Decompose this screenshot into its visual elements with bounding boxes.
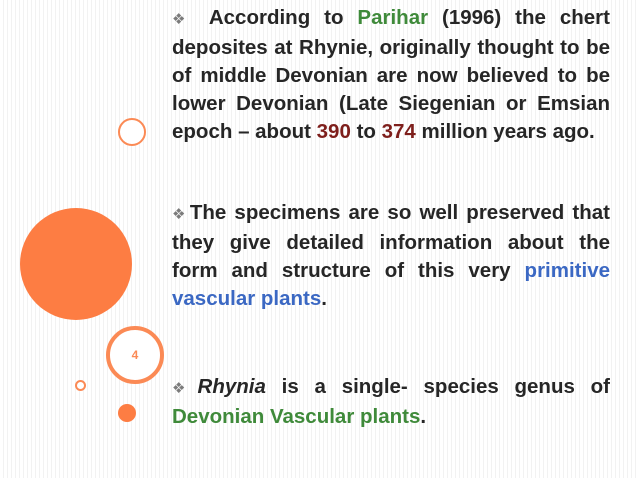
p1-text-a: According to bbox=[195, 6, 358, 29]
p1-text-g: million years ago. bbox=[415, 120, 595, 143]
diamond-bullet-icon: ❖ bbox=[172, 206, 188, 223]
diamond-bullet-icon: ❖ bbox=[172, 380, 196, 397]
diamond-bullet-icon: ❖ bbox=[172, 11, 194, 28]
p1-year-end-highlight: 374 bbox=[381, 120, 416, 143]
p2-text-a: The specimens are so well preserved that they give detailed information about the form and structure of this very bbox=[172, 201, 610, 282]
decorative-dot-small bbox=[118, 404, 136, 422]
decorative-circle-large bbox=[20, 208, 132, 320]
paragraph-rhynia-genus bbox=[172, 373, 610, 431]
p3-devonian-plants-highlight: Devonian Vascular plants bbox=[172, 405, 421, 428]
p3-text-d: . bbox=[420, 405, 427, 428]
p1-year-start-highlight: 390 bbox=[316, 120, 351, 143]
p1-author-highlight: Parihar bbox=[357, 6, 429, 29]
p1-text-e: to bbox=[350, 120, 382, 143]
p2-text-c: . bbox=[321, 287, 327, 310]
p3-genus-name: Rhynia bbox=[197, 375, 266, 398]
page-number: 4 bbox=[131, 348, 139, 362]
decorative-ring-tiny bbox=[75, 380, 86, 391]
p3-text-b: is a single- species genus of bbox=[265, 375, 610, 398]
paragraph-rhynie-chert bbox=[172, 4, 610, 146]
p2-primitive-plants-highlight: primitive vascular plants bbox=[172, 259, 610, 310]
paragraph-specimens bbox=[172, 199, 610, 313]
decorative-ring-small-top bbox=[118, 118, 146, 146]
p1-text-c: (1996) the chert deposites at Rhynie, originally thought to be of middle Devonian are now believed to be lower Devonian (Late Siegenian or Emsian epoch – about bbox=[172, 6, 610, 143]
